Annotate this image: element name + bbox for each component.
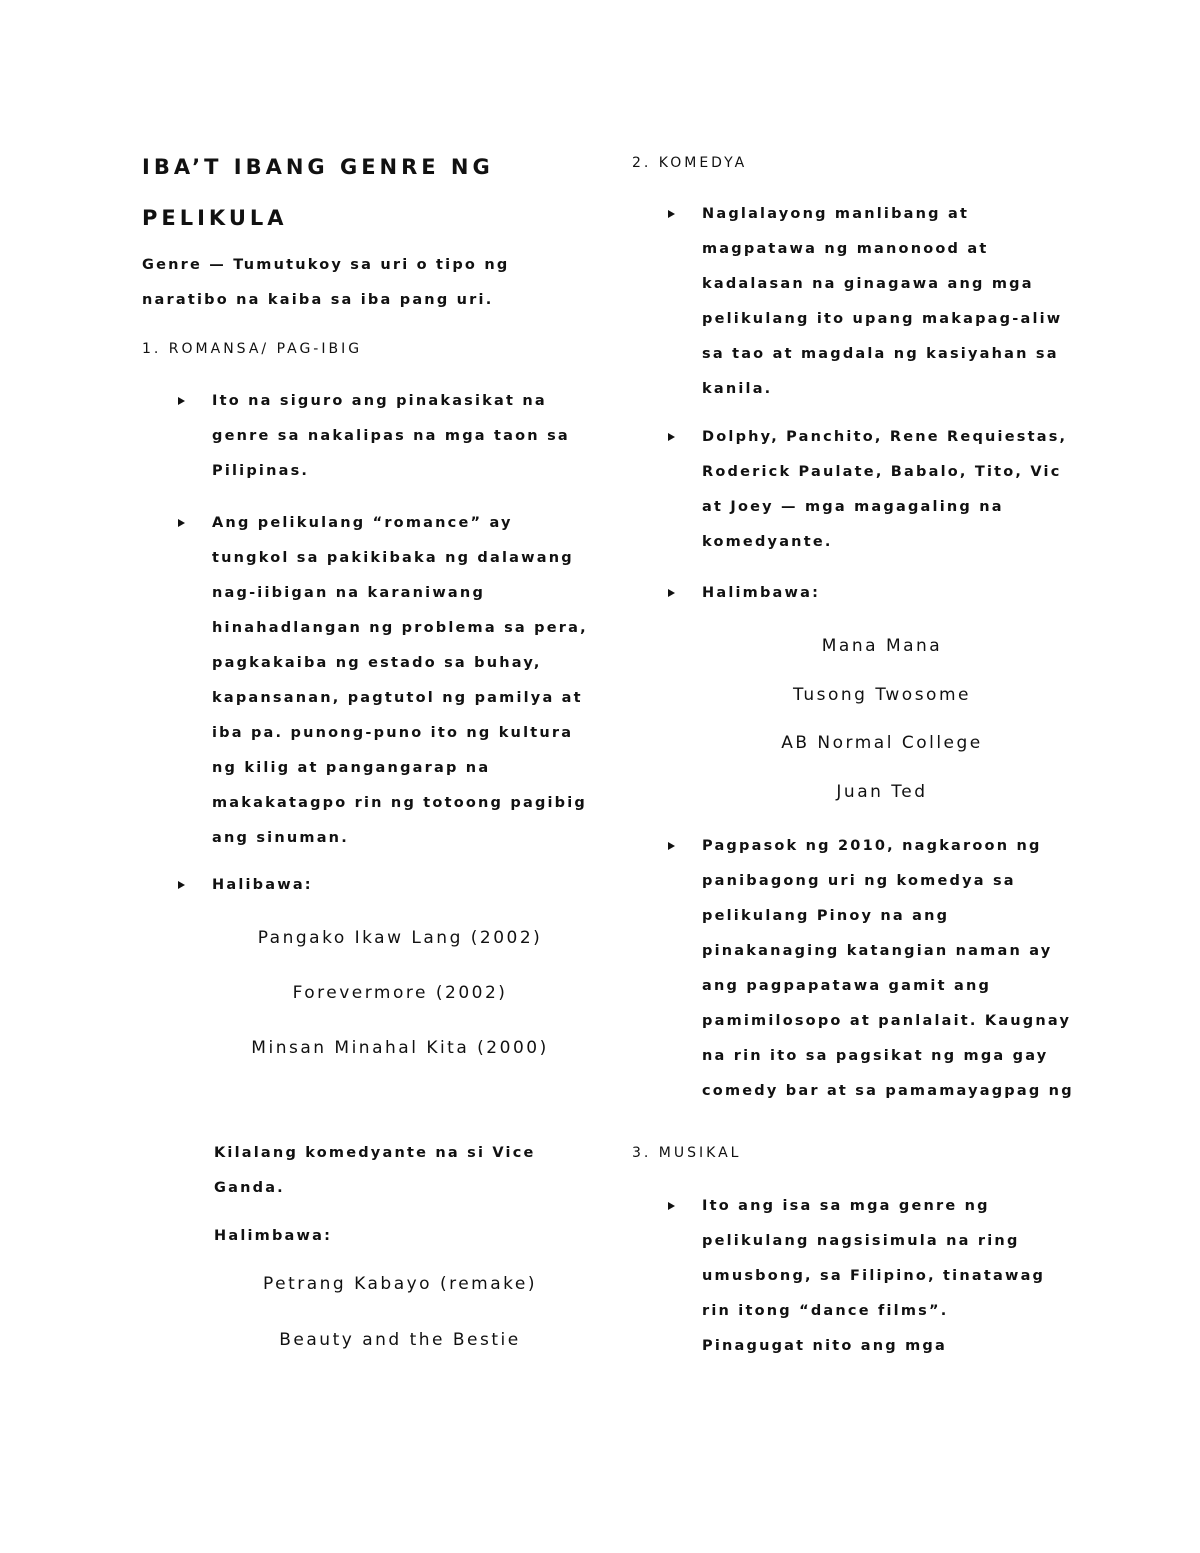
heading-komedya: 2. KOMEDYA [632,155,748,171]
text-line: na rin ito sa pagsikat ng mga gay [702,1048,1049,1064]
text-line: Dolphy, Panchito, Rene Requiestas, [702,429,1068,445]
romansa-bullet-3: Halibawa: [212,877,313,893]
text-line: Kilalang komedyante na si Vice [214,1145,536,1161]
vice-example: Beauty and the Bestie [279,1330,521,1350]
komedya-bullet-4 [702,829,1074,1109]
komedya-bullet-1 [702,197,1062,407]
text-line: Ito na siguro ang pinakasikat na [212,393,547,409]
bullet-icon [668,433,675,441]
genre-def-line: Genre — Tumutukoy sa uri o tipo ng [142,257,510,273]
bullet-icon [668,589,675,597]
text-line: sa tao at magdala ng kasiyahan sa [702,346,1059,362]
text-line: pelikulang Pinoy na ang [702,908,950,924]
romansa-example: Pangako Ikaw Lang (2002) [257,928,543,948]
text-line: hinahadlangan ng problema sa pera, [212,620,588,636]
text-line: pinakanaging katangian naman ay [702,943,1053,959]
text-line: pelikulang nagsisimula na ring [702,1233,1020,1249]
text-line: Ganda. [214,1180,285,1196]
komedya-example: AB Normal College [781,733,983,753]
komedya-example: Mana Mana [821,636,943,656]
vice-example: Petrang Kabayo (remake) [262,1274,537,1294]
text-line: komedyante. [702,534,833,550]
text-line: magpatawa ng manonood at [702,241,989,257]
text-line: umusbong, sa Filipino, tinatawag [702,1268,1046,1284]
romansa-bullet-1 [212,384,570,489]
text-line: Pinagugat nito ang mga [702,1338,947,1354]
page-title-line1: IBA’T IBANG GENRE NG [142,155,494,179]
text-line: kapansanan, pagtutol ng pamilya at [212,690,583,706]
genre-definition [142,248,509,318]
romansa-example: Minsan Minahal Kita (2000) [251,1038,549,1058]
text-line: tungkol sa pakikibaka ng dalawang [212,550,574,566]
text-line: pelikulang ito upang makapag-aliw [702,311,1063,327]
bullet-icon [178,397,185,405]
text-line: at Joey — mga magagaling na [702,499,1004,515]
text-line: ang sinuman. [212,830,349,846]
bullet-icon [668,1202,675,1210]
heading-romansa: 1. ROMANSA/ PAG-IBIG [142,341,363,357]
text-line: panibagong uri ng komedya sa [702,873,1016,889]
text-line: pamimilosopo at panlalait. Kaugnay [702,1013,1072,1029]
text-line: Naglalayong manlibang at [702,206,970,222]
vice-example-label: Halimbawa: [214,1228,333,1244]
heading-musikal: 3. MUSIKAL [632,1145,742,1161]
komedya-bullet-2 [702,420,1067,560]
text-line: Ang pelikulang “romance” ay [212,515,513,531]
vice-ganda-note [214,1136,536,1206]
text-line: rin itong “dance films”. [702,1303,949,1319]
romansa-example: Forevermore (2002) [292,983,508,1003]
text-line: ang pagpapatawa gamit ang [702,978,992,994]
text-line: pagkakaiba ng estado sa buhay, [212,655,542,671]
text-line: ng kilig at pangangarap na [212,760,491,776]
bullet-icon [668,842,675,850]
text-line: comedy bar at sa pamamayagpag ng [702,1083,1074,1099]
komedya-example: Tusong Twosome [793,685,971,705]
romansa-bullet-2 [212,506,588,856]
komedya-example: Juan Ted [836,782,928,802]
text-line: Pagpasok ng 2010, nagkaroon ng [702,838,1042,854]
text-line: Ito ang isa sa mga genre ng [702,1198,990,1214]
text-line: genre sa nakalipas na mga taon sa [212,428,570,444]
genre-def-line: naratibo na kaiba sa iba pang uri. [142,292,494,308]
bullet-icon [668,210,675,218]
bullet-icon [178,881,185,889]
text-line: Roderick Paulate, Babalo, Tito, Vic [702,464,1062,480]
text-line: makakatagpo rin ng totoong pagibig [212,795,588,811]
musikal-bullet-1 [702,1189,1045,1364]
text-line: nag-iibigan na karaniwang [212,585,486,601]
text-line: kanila. [702,381,773,397]
text-line: kadalasan na ginagawa ang mga [702,276,1034,292]
text-line: iba pa. punong-puno ito ng kultura [212,725,574,741]
bullet-icon [178,519,185,527]
komedya-bullet-3: Halimbawa: [702,585,821,601]
page-title-line2: PELIKULA [142,206,288,230]
text-line: Pilipinas. [212,463,310,479]
